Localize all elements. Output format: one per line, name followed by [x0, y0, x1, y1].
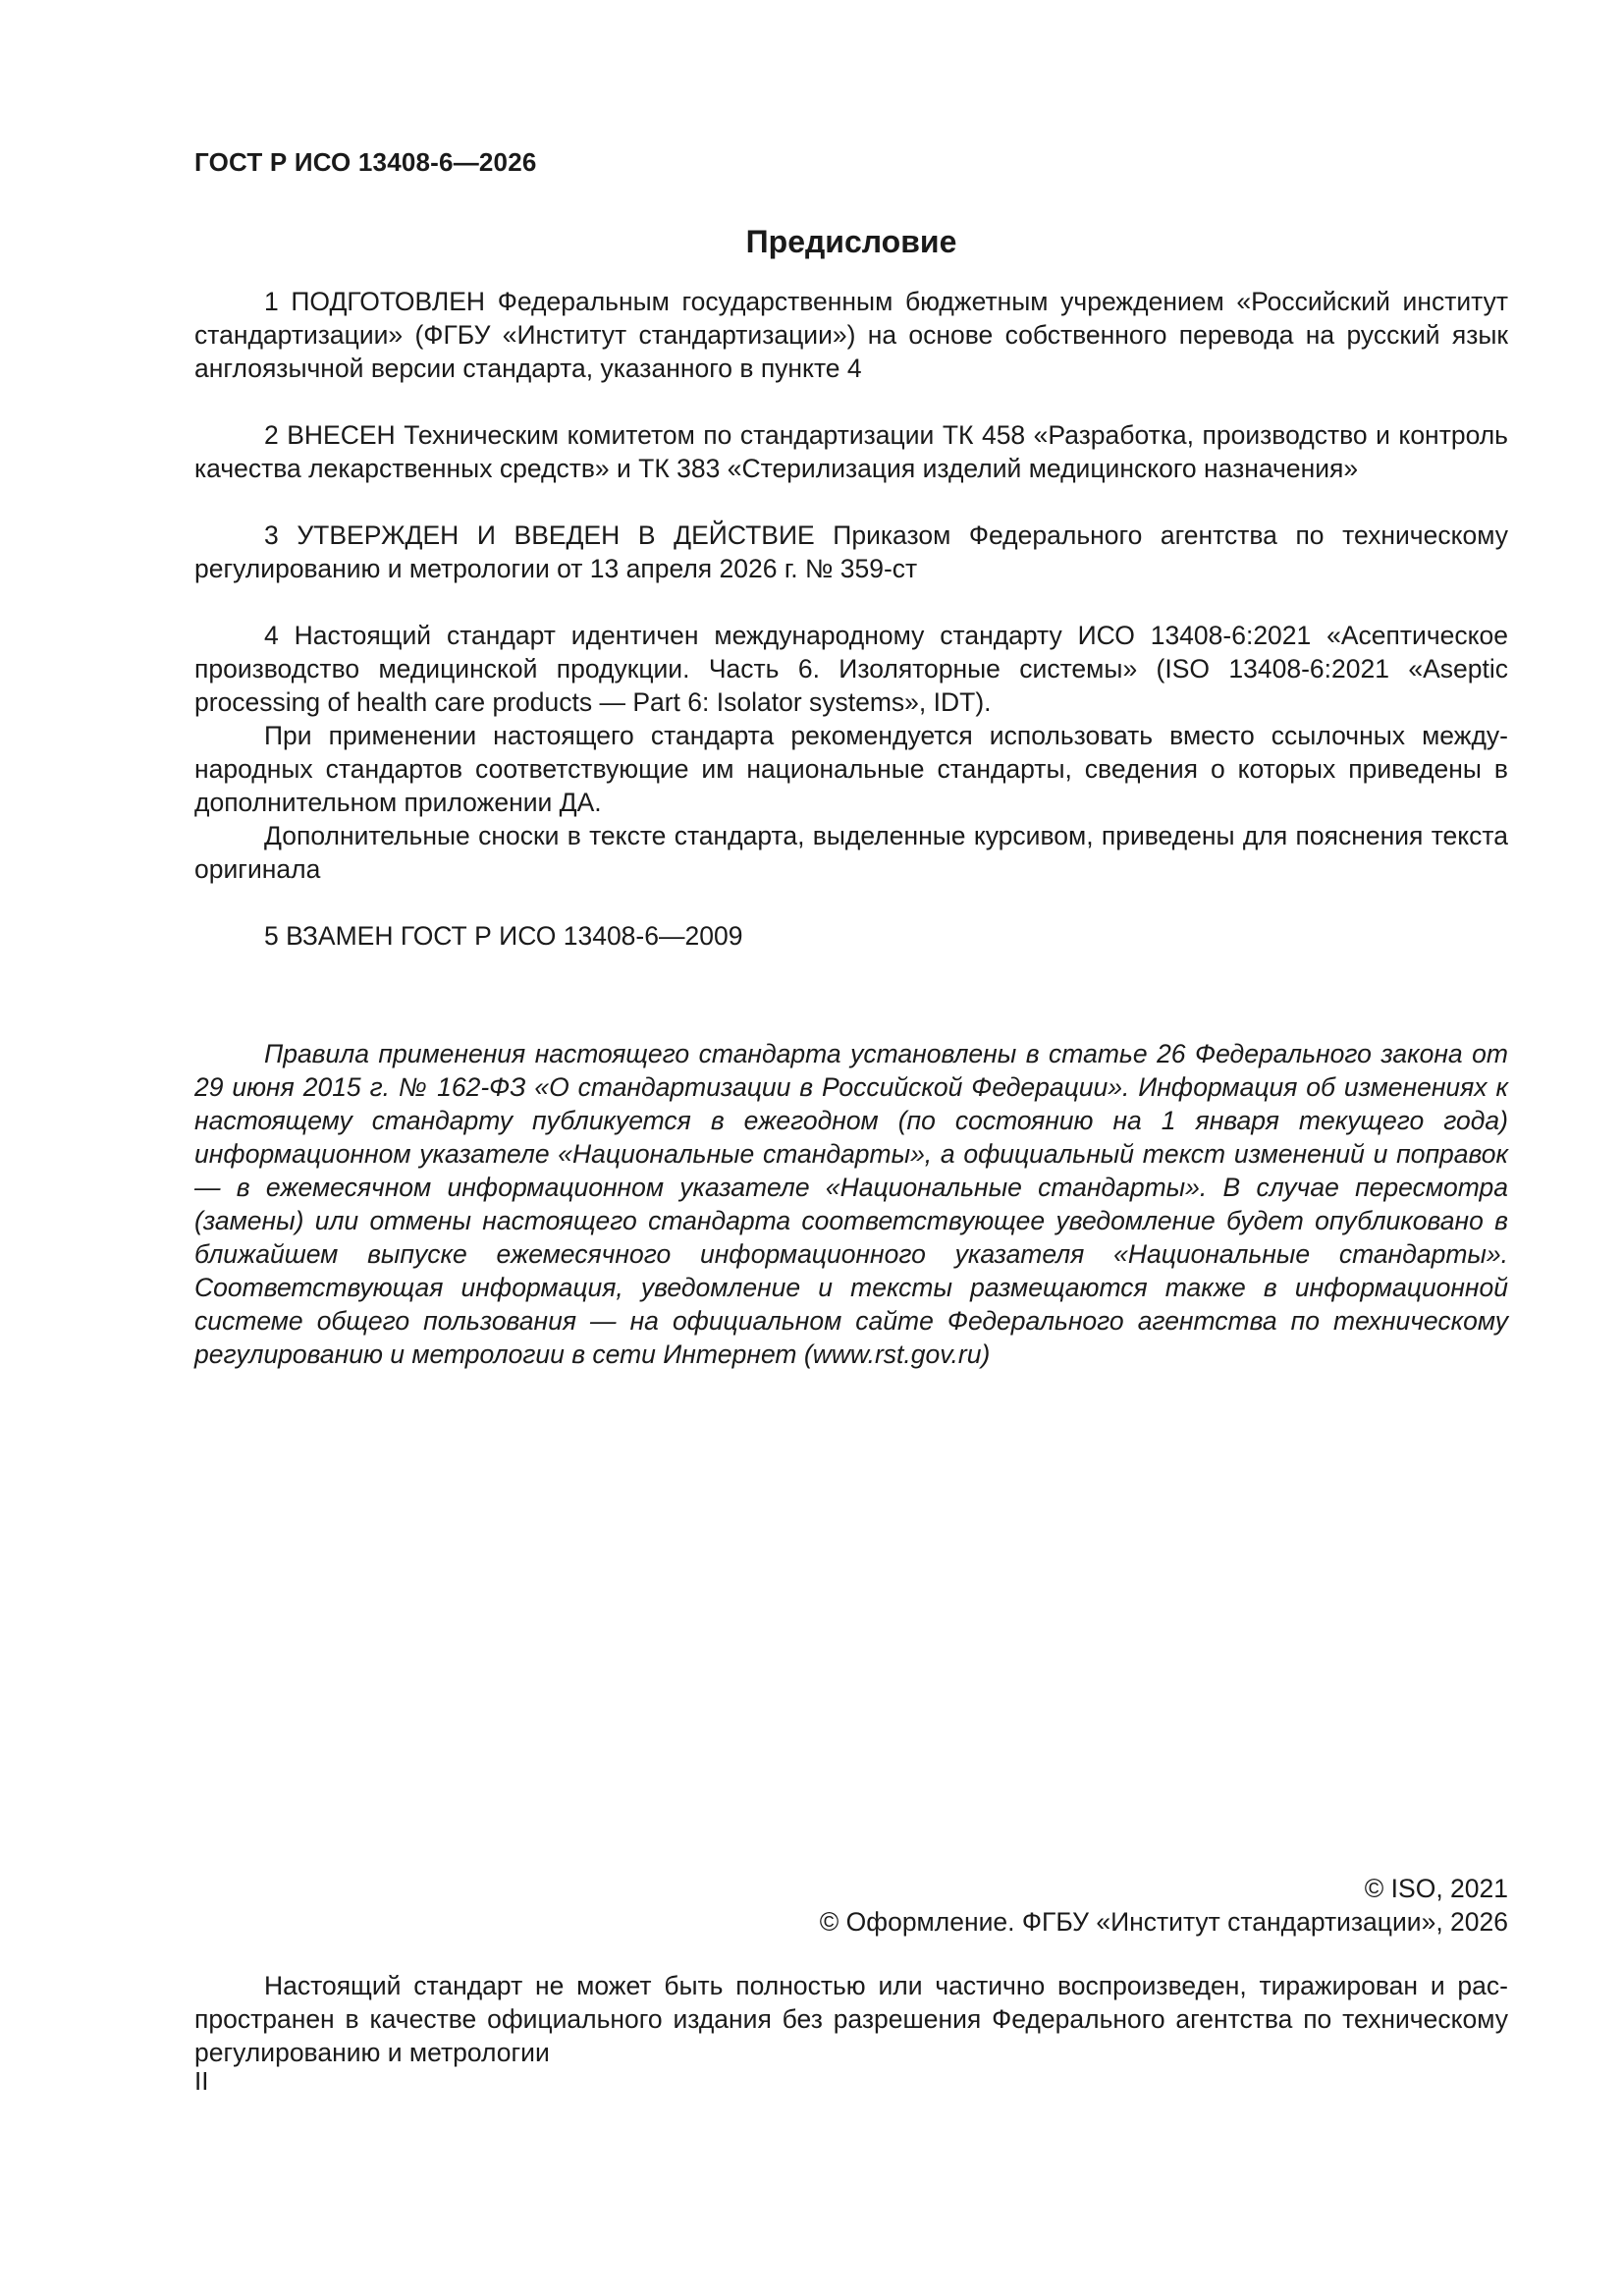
foreword-sections — [194, 285, 1508, 953]
copyright-design: © Оформление. ФГБУ «Институт стандартизации», 2026 — [819, 1907, 1508, 1937]
section-3-paragraph: 3 УТВЕРЖДЕН И ВВЕДЕН В ДЕЙСТВИЕ Приказом Федерального агентства по техническому регулированию и метрологии от 13 апреля 2026 г. № 359-ст — [194, 520, 1508, 583]
rules-paragraph: Правила применения настоящего стандарта установлены в статье 26 Федерального закона от 29 июня 2015 г. № 162-ФЗ «О стандартизации в Российской Федерации». Информация об изменениях к настоящему стандарту публикуется в ежегодном (по состоянию на 1 января текущего года) информационном указателе «Национальные стандарты», а официальный текст изменений и поправок — в ежемесячном информационном указателе «Национальные стандарты». В случае пересмотра (замены) или отмены настоящего стандарта соответствующее уведомление будет опубликовано в ближайшем выпуске ежемесячного информационного указателя «Национальные стандарты». Соответствующая информация, уведомление и тексты размещаются также в информационной системе общего пользования — на официальном сайте Федерального агентства по техническому регулированию и метрологии в сети Интернет (www.rst.gov.ru) — [194, 1039, 1508, 1369]
section-4-paragraph-3: Дополнительные сноски в тексте стандарта, выделенные курсивом, приведены для пояснения текста оригинала — [194, 821, 1508, 884]
page-title: Предисловие — [745, 224, 957, 259]
section-2-paragraph: 2 ВНЕСЕН Техническим комитетом по стандартизации ТК 458 «Разработка, производство и контроль качества лекарственных средств» и ТК 383 «Стерилизация изделий медицинского назначения» — [194, 420, 1508, 483]
section-4-paragraph: 4 Настоящий стандарт идентичен международному стандарту ИСО 13408-6:2021 «Асептическое производство медицинской продукции. Часть 6. Изоляторные системы» (ISO 13408-6:2021 «Aseptic processing of health care products — Part 6: Isolator systems», IDT). — [194, 621, 1508, 717]
page-number: II — [194, 2066, 209, 2096]
section-4-paragraph-2: При применении настоящего стандарта рекомендуется использовать вместо ссылочных международных стандартов соответствующие им национальные стандарты, сведения о которых приведены в дополнительном приложении ДА. — [194, 721, 1508, 817]
section-5-paragraph: 5 ВЗАМЕН ГОСТ Р ИСО 13408-6—2009 — [264, 921, 743, 951]
document-code-header: ГОСТ Р ИСО 13408-6—2026 — [194, 147, 537, 177]
notice-paragraph: Настоящий стандарт не может быть полностью или частично воспроизведен, тиражирован и распространен в качестве официального издания без разрешения Федерального агентства по техническому регулированию и метрологии — [194, 1971, 1508, 2067]
rules-of-application — [194, 1037, 1508, 1371]
section-1-paragraph: 1 ПОДГОТОВЛЕН Федеральным государственным бюджетным учреждением «Российский институт стандартизации» (ФГБУ «Институт стандартизации») на основе собственного перевода на русский язык англоязычной версии стандарта, указанного в пункте 4 — [194, 287, 1508, 383]
copyright-iso: © ISO, 2021 — [1364, 1874, 1508, 1903]
copyright-block — [194, 1872, 1508, 1939]
reproduction-notice — [194, 1969, 1508, 2069]
